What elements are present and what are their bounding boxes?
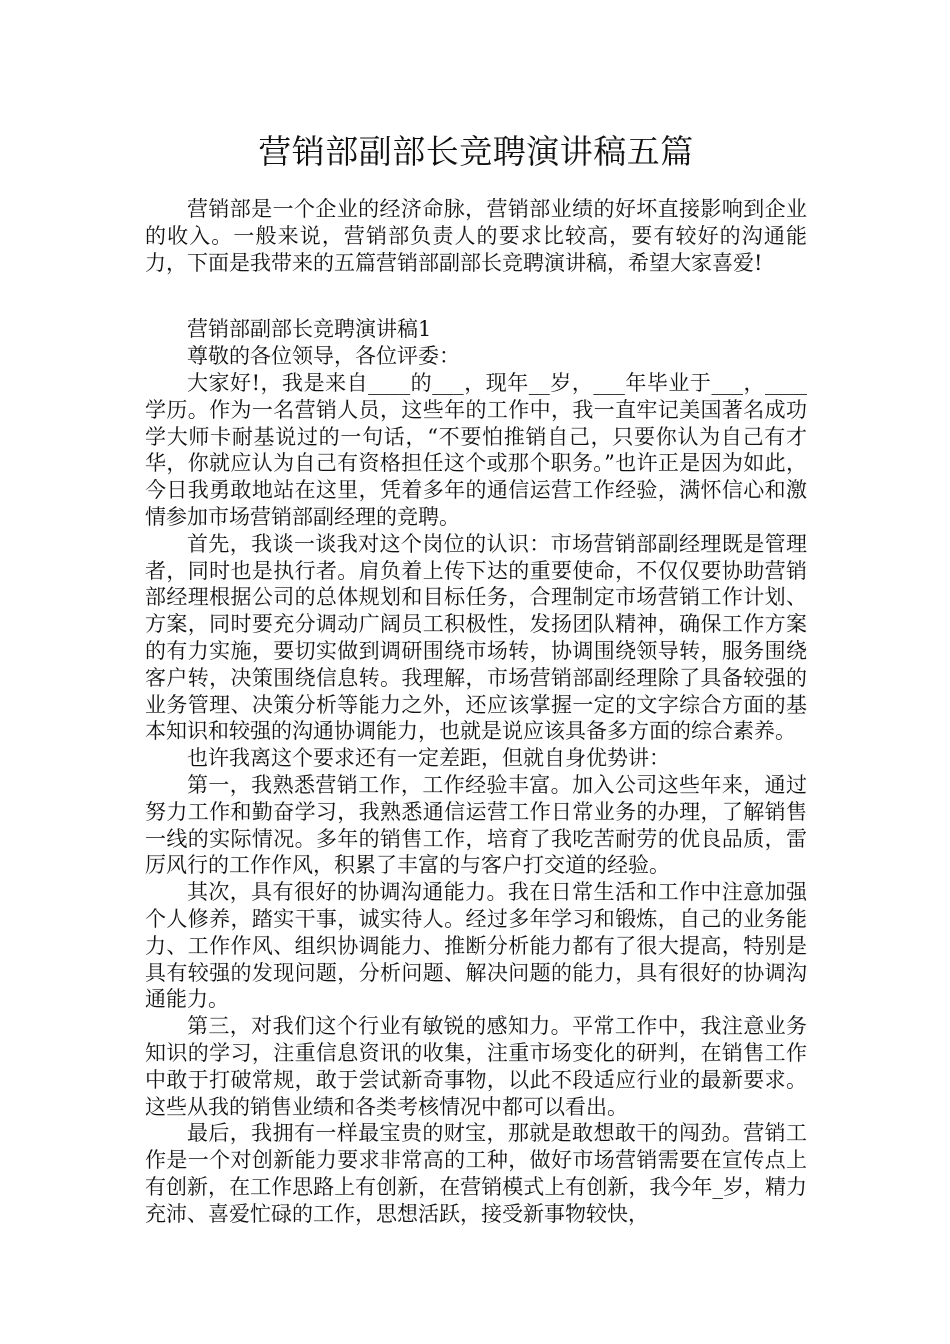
body-paragraph: 首先，我谈一谈我对这个岗位的认识：市场营销部副经理既是管理者，同时也是执行者。肩负着上传下达的重要使命，不仅仅要协助营销部经理根据公司的总体规划和目标任务，合理制定市场营销工作计划、方案，同时要充分调动广阔员工积极性，发扬团队精神，确保工作方案的有力实施，要切实做到调研围绕市场转，协调围绕领导转，服务围绕客户转，决策围绕信息转。我理解，市场营销部副经理除了具备较强的业务管理、决策分析等能力之外，还应该掌握一定的文字综合方面的基本知识和较强的沟通协调能力，也就是说应该具备多方面的综合素养。 [145, 531, 807, 744]
body-paragraph: 也许我离这个要求还有一定差距，但就自身优势讲： [187, 746, 670, 771]
salutation-paragraph: 尊敬的各位领导，各位评委： [187, 344, 460, 369]
body-paragraph: 最后，我拥有一样最宝贵的财宝，那就是敢想敢干的闯劲。营销工作是一个对创新能力要求非常高的工种，做好市场营销需要在宣传点上有创新，在工作思路上有创新，在营销模式上有创新，我今年_岁，精力充沛、喜爱忙碌的工作，思想活跃，接受新事物较快， [145, 1121, 807, 1226]
section-heading: 营销部副部长竞聘演讲稿1 [187, 317, 432, 342]
body-paragraph: 第一，我熟悉营销工作，工作经验丰富。加入公司这些年来，通过努力工作和勤奋学习，我熟悉通信运营工作日常业务的办理，了解销售一线的实际情况。多年的销售工作，培育了我吃苦耐劳的优良品质，雷厉风行的工作作风，积累了丰富的与客户打交道的经验。 [145, 772, 807, 878]
body-paragraph: 第三，对我们这个行业有敏锐的感知力。平常工作中，我注意业务知识的学习，注重信息资讯的收集，注重市场变化的研判，在销售工作中敢于打破常规，敢于尝试新奇事物，以此不段适应行业的最新要求。这些从我的销售业绩和各类考核情况中都可以看出。 [145, 1014, 807, 1119]
document-page [145, 128, 807, 1227]
body-paragraph: 其次，具有很好的协调沟通能力。我在日常生活和工作中注意加强个人修养，踏实干事，诚实待人。经过多年学习和锻炼，自己的业务能力、工作作风、组织协调能力、推断分析能力都有了很大提高，特别是具有较强的发现问题，分析问题、解决问题的能力，具有很好的协调沟通能力。 [145, 880, 807, 1012]
section-spacer [145, 276, 807, 316]
body-paragraph: 大家好!，我是来自____的___，现年__岁，___年毕业于___，____学历。作为一名营销人员，这些年的工作中，我一直牢记美国著名成功学大师卡耐基说过的一句话，“不要怕推销自己，只要你认为自己有才华，你就应认为自己有资格担任这个或那个职务。”也许正是因为如此，今日我勇敢地站在这里，凭着多年的通信运营工作经验，满怀信心和激情参加市场营销部副经理的竞聘。 [145, 370, 807, 529]
intro-paragraph: 营销部是一个企业的经济命脉，营销部业绩的好坏直接影响到企业的收入。一般来说，营销部负责人的要求比较高，要有较好的沟通能力，下面是我带来的五篇营销部副部长竞聘演讲稿，希望大家喜爱! [145, 197, 807, 275]
document-title: 营销部副部长竞聘演讲稿五篇 [258, 132, 694, 171]
